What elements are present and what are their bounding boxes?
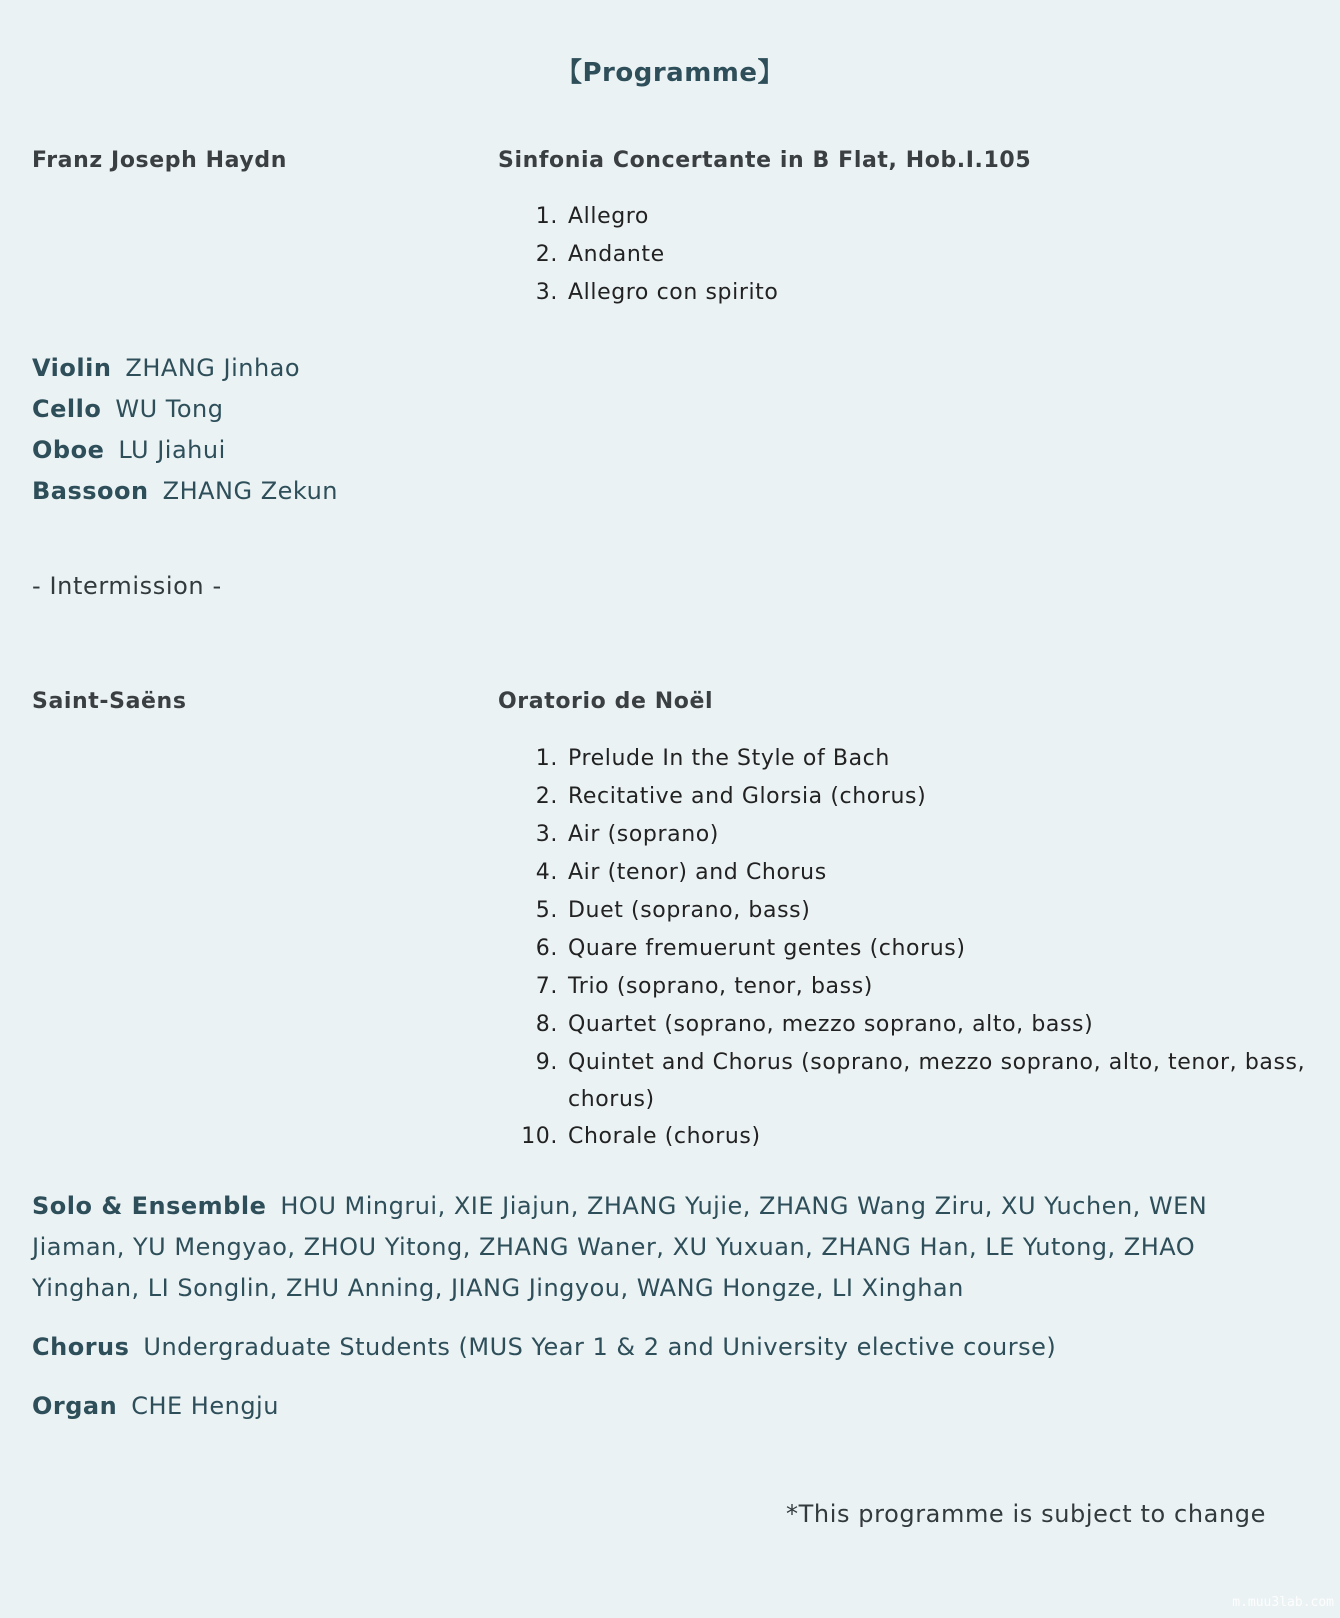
list-item (498, 740, 1308, 778)
performer-role: Solo & Ensemble (32, 1192, 267, 1220)
movement-number: 4. (535, 860, 558, 885)
performer-bassoon (32, 471, 338, 512)
movement-number: 1. (535, 746, 558, 771)
movement-title: Quintet and Chorus (soprano, mezzo soprano, alto, tenor, bass, chorus) (568, 1050, 1306, 1112)
list-item (498, 854, 1308, 892)
list-item (498, 236, 1308, 274)
movement-number: 9. (535, 1050, 558, 1075)
performer-oboe (32, 430, 338, 471)
movement-number: 10. (521, 1124, 558, 1149)
movement-number: 6. (535, 936, 558, 961)
performer-role: Bassoon (32, 477, 149, 505)
programme-title: 【Programme】 (555, 58, 785, 88)
performer-role: Oboe (32, 436, 105, 464)
performer-role: Violin (32, 354, 112, 382)
movement-title: Andante (568, 242, 665, 267)
intermission-label: - Intermission - (32, 572, 222, 600)
performer-names: HOU Mingrui, XIE Jiajun, ZHANG Yujie, ZHANG Wang Ziru, XU Yuchen, WEN Jiaman, YU Mengyao, ZHOU Yitong, ZHANG Waner, XU Yuxuan, ZHANG Han, LE Yutong, ZHAO Yinghan, LI Songlin, ZHU Anning, JIANG Jingyou, WANG Hongze, LI Xinghan (32, 1192, 1208, 1302)
credit-solo-ensemble (32, 1186, 1308, 1309)
list-item (498, 1006, 1308, 1044)
movement-title: Quartet (soprano, mezzo soprano, alto, bass) (568, 1012, 1094, 1037)
list-item (498, 1044, 1308, 1118)
list-item (498, 198, 1308, 236)
movement-number: 2. (535, 784, 558, 809)
composer-saint-saens: Saint-Saëns (32, 689, 187, 714)
movement-number: 3. (535, 280, 558, 305)
performer-cello (32, 389, 338, 430)
credit-chorus (32, 1327, 1308, 1368)
movement-number: 5. (535, 898, 558, 923)
list-item (498, 778, 1308, 816)
list-item (498, 274, 1308, 312)
movement-title: Quare fremuerunt gentes (chorus) (568, 936, 966, 961)
movement-number: 3. (535, 822, 558, 847)
list-item (498, 930, 1308, 968)
performer-names: CHE Hengju (131, 1392, 279, 1420)
performer-name: ZHANG Zekun (162, 477, 338, 505)
work-oratorio-de-noel: Oratorio de Noël (498, 689, 714, 714)
movement-number: 8. (535, 1012, 558, 1037)
performer-name: LU Jiahui (118, 436, 226, 464)
performer-name: ZHANG Jinhao (125, 354, 301, 382)
movement-title: Chorale (chorus) (568, 1124, 761, 1149)
movement-number: 7. (535, 974, 558, 999)
performer-violin (32, 348, 338, 389)
composer-haydn: Franz Joseph Haydn (32, 148, 287, 173)
movement-title: Air (tenor) and Chorus (568, 860, 827, 885)
movement-number: 1. (535, 204, 558, 229)
movement-title: Allegro con spirito (568, 280, 779, 305)
movement-list-saint-saens (498, 740, 1308, 1156)
movement-title: Recitative and Glorsia (chorus) (568, 784, 927, 809)
movement-title: Duet (soprano, bass) (568, 898, 811, 923)
performer-list-haydn (32, 348, 338, 512)
work-sinfonia-concertante: Sinfonia Concertante in B Flat, Hob.I.105 (498, 148, 1032, 173)
list-item (498, 968, 1308, 1006)
performer-role: Organ (32, 1392, 118, 1420)
movement-title: Prelude In the Style of Bach (568, 746, 890, 771)
watermark: m.muu3lab.com (1232, 1595, 1334, 1610)
movement-title: Trio (soprano, tenor, bass) (568, 974, 873, 999)
list-item (498, 816, 1308, 854)
movement-number: 2. (535, 242, 558, 267)
movement-list-haydn (498, 198, 1308, 312)
programme-page (32, 0, 1308, 1618)
credit-organ (32, 1386, 1308, 1427)
performer-role: Cello (32, 395, 102, 423)
performer-name: WU Tong (115, 395, 224, 423)
performer-names: Undergraduate Students (MUS Year 1 & 2 and University elective course) (143, 1333, 1057, 1361)
movement-title: Air (soprano) (568, 822, 719, 847)
performer-role: Chorus (32, 1333, 130, 1361)
programme-change-note: *This programme is subject to change (786, 1500, 1266, 1528)
movement-title: Allegro (568, 204, 649, 229)
list-item (498, 1118, 1308, 1156)
list-item (498, 892, 1308, 930)
